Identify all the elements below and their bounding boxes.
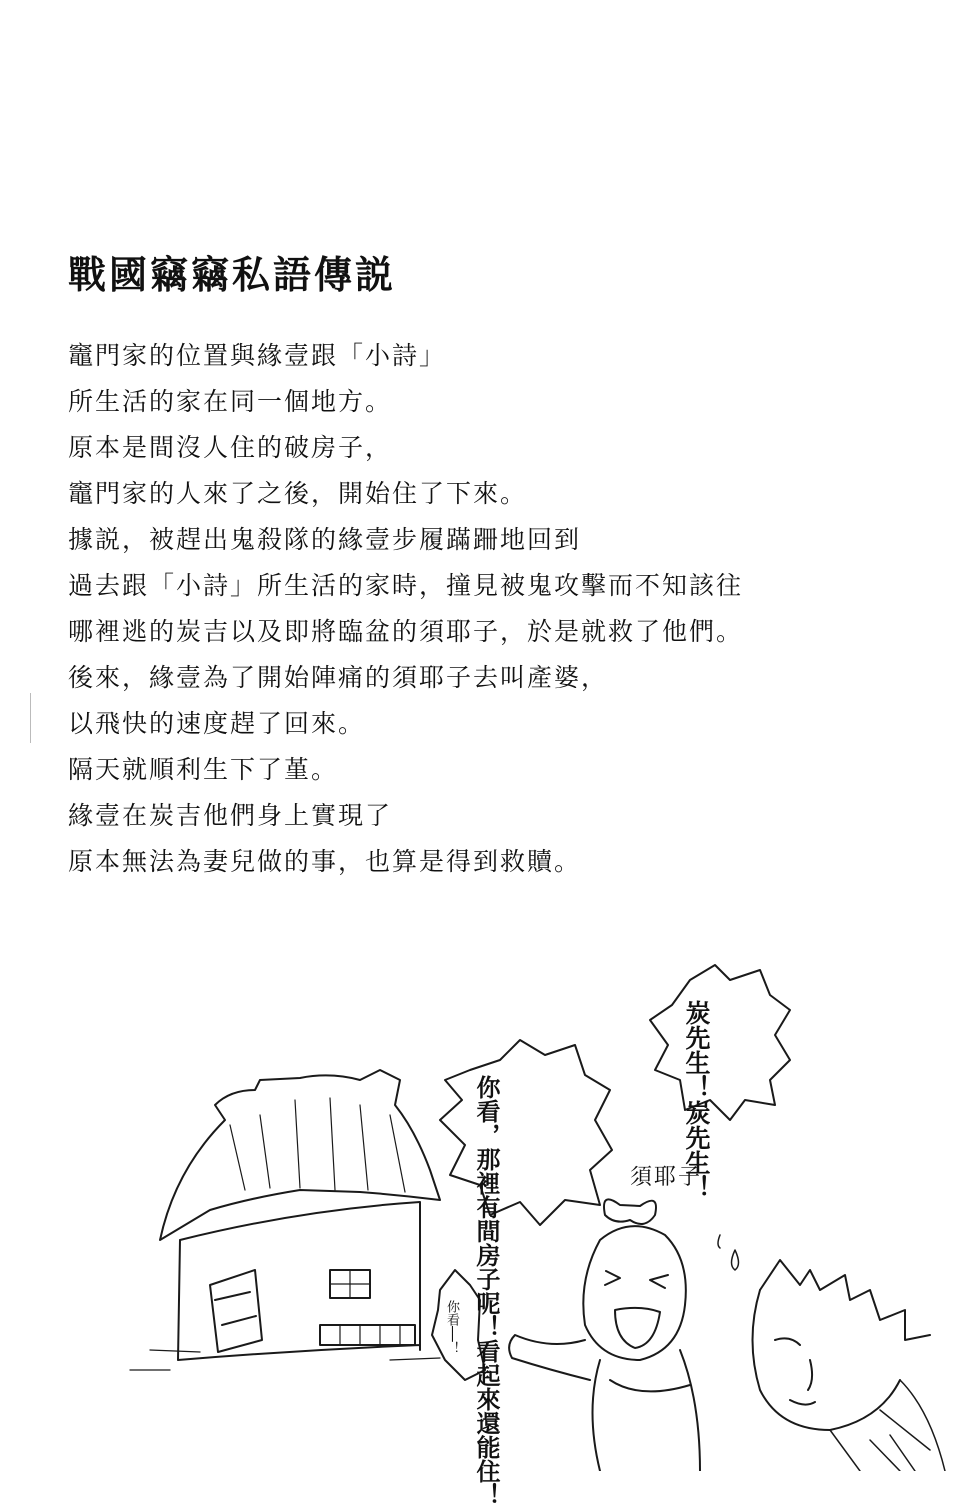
story-text — [68, 333, 948, 885]
house-door — [210, 1270, 262, 1352]
roof-strands — [230, 1098, 405, 1192]
sweat-icon — [718, 1235, 739, 1270]
bubble-text-small: 你看──！ — [444, 1300, 459, 1355]
suyako-eyes — [605, 1271, 668, 1288]
text-line: 據説，被趕出鬼殺隊的緣壹步履蹣跚地回到 — [68, 525, 582, 554]
suyako-mouth — [615, 1308, 660, 1348]
tanjuro-face — [775, 1338, 815, 1404]
speech-bubble-suyako — [440, 1040, 612, 1225]
suyako-arm — [509, 1335, 590, 1380]
text-line: 竈門家的人來了之後，開始住了下來。 — [68, 479, 528, 508]
bubble-text-tanjuro: 炭先生！炭先生！ — [682, 1000, 711, 1200]
suyako-bow — [604, 1199, 656, 1224]
text-line: 緣壹在炭吉他們身上實現了 — [68, 801, 393, 830]
text-line: 過去跟「小詩」所生活的家時，撞見被鬼攻擊而不知該往 — [68, 571, 744, 600]
suyako-body — [593, 1350, 701, 1471]
text-line: 以飛快的速度趕了回來。 — [68, 709, 366, 738]
text-line: 所生活的家在同一個地方。 — [68, 387, 393, 416]
bubble-text-suyako: 你看，那裡有間房子呢！看起來還能住！ — [472, 1075, 500, 1507]
tanjuro-hair — [760, 1260, 930, 1340]
text-line: 竈門家的位置與緣壹跟「小詩」 — [68, 341, 447, 370]
suyako-head — [583, 1226, 686, 1360]
text-line: 原本無法為妻兒做的事，也算是得到救贖。 — [68, 847, 582, 876]
page-title: 戰國竊竊私語傳説 — [68, 253, 397, 297]
scan-edge-mark — [30, 693, 31, 743]
speaker-label: 須耶子 — [630, 1165, 703, 1190]
house-wall — [178, 1202, 420, 1360]
text-line: 後來，緣壹為了開始陣痛的須耶子去叫產婆， — [68, 663, 609, 692]
text-line: 隔天就順利生下了堇。 — [68, 755, 339, 784]
text-line: 原本是間沒人住的破房子， — [68, 433, 393, 462]
house-lattice — [320, 1325, 415, 1345]
text-line: 哪裡逃的炭吉以及即將臨盆的須耶子，於是就救了他們。 — [68, 617, 744, 646]
